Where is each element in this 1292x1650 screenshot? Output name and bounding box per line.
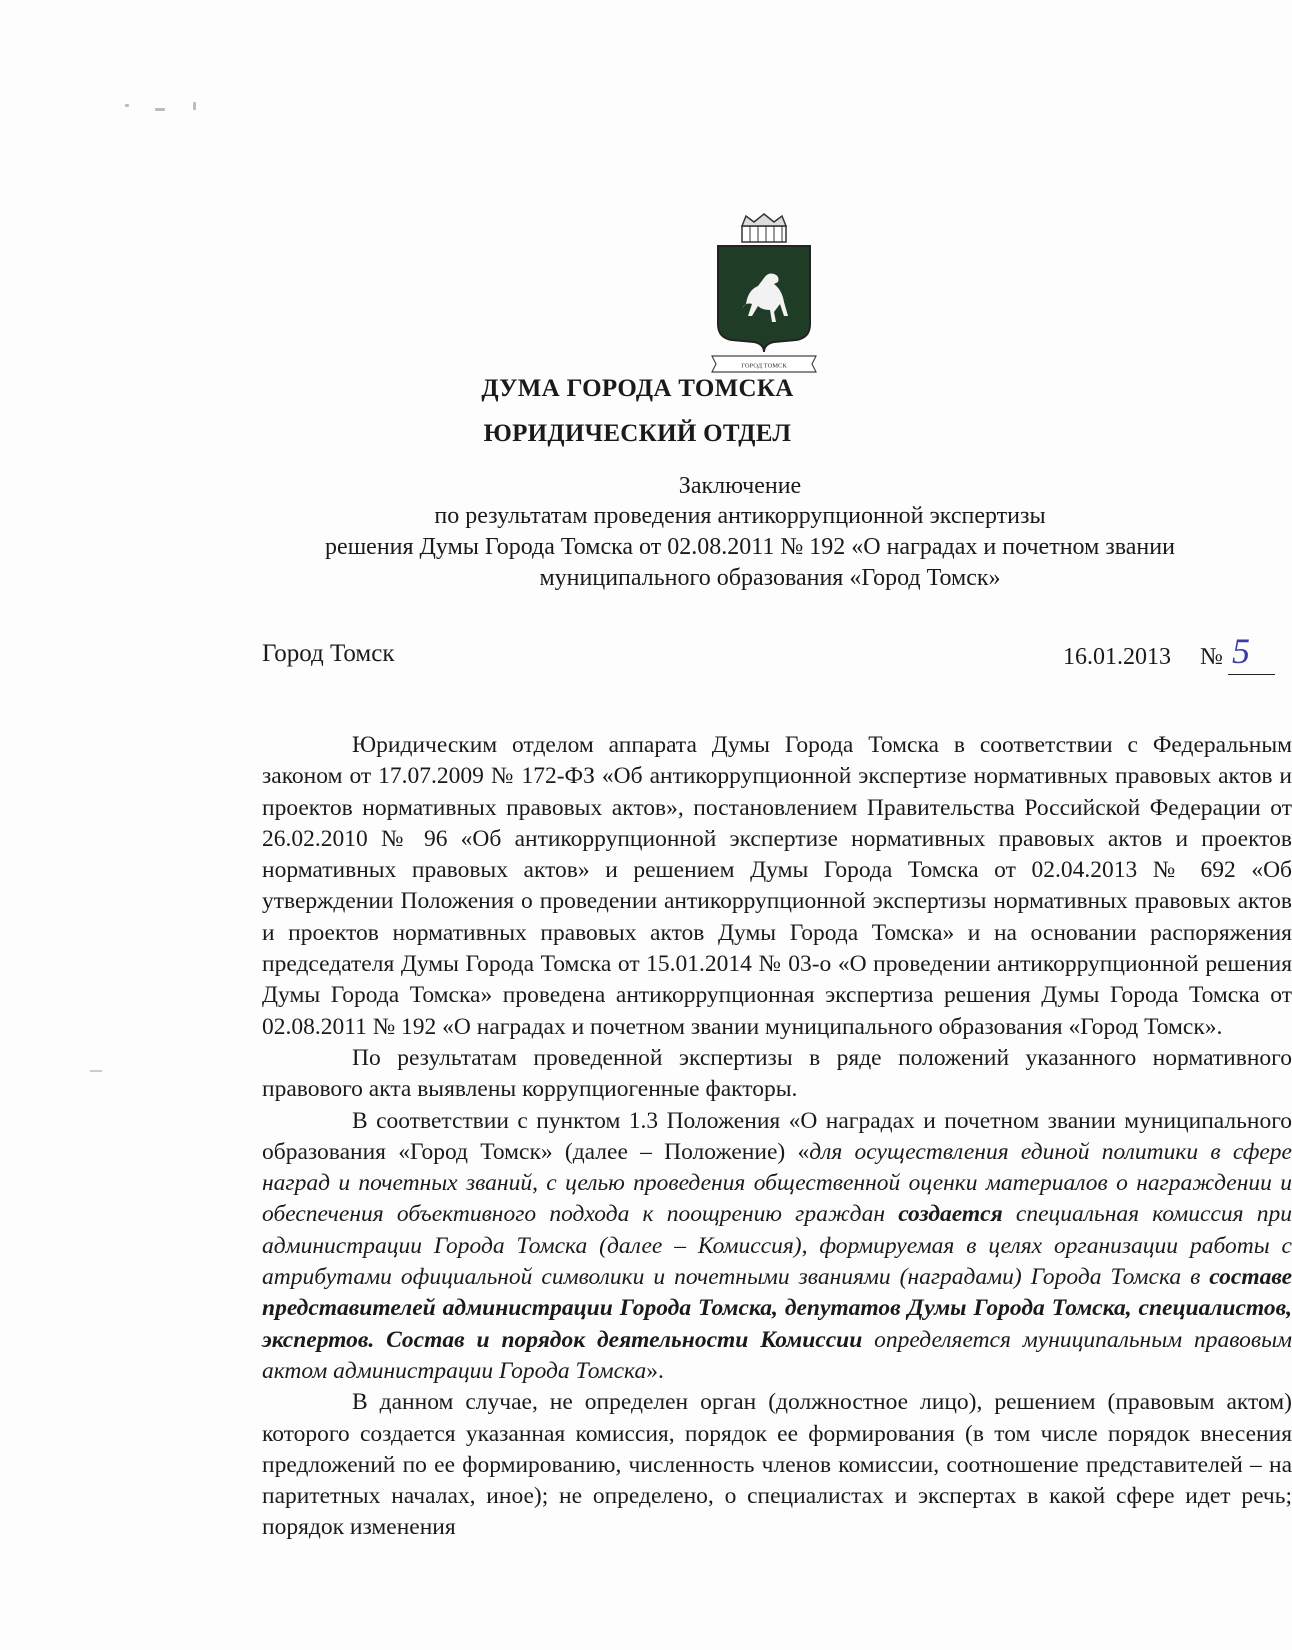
p3-quote-bold-2: составе представителей администрации Города Томска, депутатов Думы Города Томска, специалистов, экспертов. Состав и порядок деятельности Комиссии <box>262 1264 1292 1353</box>
document-body <box>262 730 1292 1544</box>
paragraph-1: Юридическим отделом аппарата Думы Города Томска в соответствии с Федеральным законом от 17.07.2009 № 172-ФЗ «Об антикоррупционной экспертизе нормативных правовых актов и проектов нормативных правовых актов», постановлением Правительства Российской Федерации от 26.02.2010 № 96 «Об антикоррупционной экспертизе нормативных правовых актов и проектов нормативных правовых актов» и решением Думы Города Томска от 02.04.2013 № 692 «Об утверждении Положения о проведении антикоррупционной экспертизы нормативных правовых актов и проектов нормативных правовых актов Думы Города Томска» и на основании распоряжения председателя Думы Города Томска от 15.01.2014 № 03-о «О проведении антикоррупционной решения Думы Города Томска» проведена антикоррупционная экспертиза решения Думы Города Томска от 02.08.2011 № 192 «О наградах и почетном звании муниципального образования «Город Томск». <box>262 732 1292 1040</box>
p3-quote-2: специальная комиссия при администрации Города Томска (далее – Комиссия), формируемая в целях организации работы с атрибутами официальной символики и почетными званиями (наградами) Города Томска в <box>262 1201 1292 1291</box>
document-date: 16.01.2013 <box>1063 644 1171 670</box>
number-underline <box>1228 674 1275 675</box>
document-subtitle-line3: муниципального образования «Город Томск» <box>539 565 1001 591</box>
paragraph-3 <box>262 1106 1292 1388</box>
city-label: Город Томск <box>262 640 395 667</box>
p3-quote-3: определяется муниципальным правовым актом администрации Города Томска <box>262 1326 1292 1384</box>
scan-mark <box>90 1070 102 1072</box>
org-name: ДУМА ГОРОДА ТОМСКА <box>481 375 794 402</box>
p3-quote-bold-1: создается <box>898 1201 1003 1228</box>
document-number-handwritten: 5 <box>1232 631 1250 671</box>
department-name: ЮРИДИЧЕСКИЙ ОТДЕЛ <box>483 420 792 447</box>
document-subtitle-line1: по результатам проведения антикоррупционной экспертизы <box>434 503 1046 529</box>
paragraph-4: В данном случае, не определен орган (должностное лицо), решением (правовым актом) которого создается указанная комиссия, порядок ее формирования (в том числе порядок внесения предложений по ее формированию, численность членов комиссии, соотношение представителей – на паритетных началах, иное); не определено, о специалистах и экспертах в какой сфере идет речь; порядок изменения <box>262 1389 1292 1541</box>
p3-intro: В соответствии с пунктом 1.3 Положения «О наградах и почетном звании муниципального образования «Город Томск» (далее – Положение) « <box>262 1107 1292 1165</box>
p3-outro: ». <box>646 1357 664 1384</box>
document-title: Заключение <box>678 473 802 499</box>
svg-text:ГОРОД ТОМСК: ГОРОД ТОМСК <box>741 362 787 370</box>
document-subtitle-line2: решения Думы Города Томска от 02.08.2011 № 192 «О наградах и почетном звании <box>325 534 1175 560</box>
paragraph-2: По результатам проведенной экспертизы в ряде положений указанного нормативного правового акта выявлены коррупциогенные факторы. <box>262 1044 1292 1103</box>
tomsk-coat-of-arms <box>708 212 820 374</box>
number-label: № <box>1200 644 1223 670</box>
p3-quote-1: для осуществления единой политики в сфере наград и почетных званий, с целью проведения общественной оценки материалов о награждении и обеспечения объективного подхода к поощрению граждан <box>262 1138 1292 1228</box>
